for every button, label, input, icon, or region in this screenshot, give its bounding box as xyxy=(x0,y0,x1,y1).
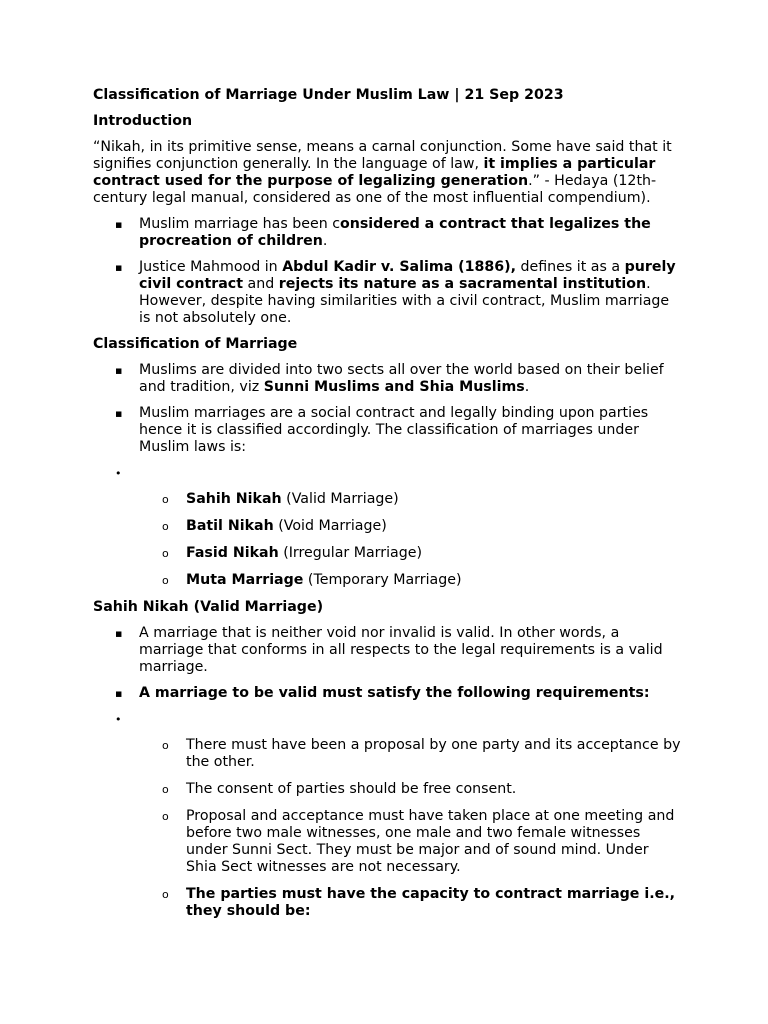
sahih-bullet-list xyxy=(93,625,683,920)
classification-bullet-list xyxy=(93,362,683,589)
square-bullet-icon: ▪ xyxy=(115,407,123,420)
sub-list-item: o The parties must have the capacity to contract marriage i.e., they should be: xyxy=(162,886,676,919)
circle-bullet-icon: o xyxy=(162,493,169,506)
square-bullet-icon: ▪ xyxy=(115,218,123,231)
sub-list-item: o Proposal and acceptance must have taken place at one meeting and before two male witnesses, one male and two female witnesses under Sunni Sect. They must be major and of sound mind. Under Shia Sect witnesses are not necessary. xyxy=(162,808,675,875)
list-item: ▪ Justice Mahmood in Abdul Kadir v. Salima (1886), defines it as a purely civil contract and rejects its nature as a sacramental institution. However, despite having similarities with a civil contract, Muslim marriage is not absolutely one. xyxy=(115,259,676,326)
sub-list-item: o Muta Marriage (Temporary Marriage) xyxy=(162,572,462,588)
list-item: ▪ Muslim marriage has been considered a contract that legalizes the procreation of children. xyxy=(115,216,651,249)
circle-bullet-icon: o xyxy=(162,547,169,560)
circle-bullet-icon: o xyxy=(162,888,169,901)
round-bullet-icon: • xyxy=(115,713,122,726)
section-heading-introduction: Introduction xyxy=(93,113,193,129)
circle-bullet-icon: o xyxy=(162,783,169,796)
square-bullet-icon: ▪ xyxy=(115,687,123,700)
square-bullet-icon: ▪ xyxy=(115,364,123,377)
list-item: ▪ Muslim marriages are a social contract and legally binding upon parties hence it is classified accordingly. The classification of marriages under Muslim laws is: xyxy=(115,405,649,455)
sub-list-item: o There must have been a proposal by one party and its acceptance by the other. xyxy=(162,737,681,770)
square-bullet-icon: ▪ xyxy=(115,261,123,274)
empty-list-item xyxy=(93,465,683,482)
round-bullet-icon: • xyxy=(115,467,122,480)
intro-quote-paragraph: “Nikah, in its primitive sense, means a carnal conjunction. Some have said that it signifies conjunction generally. In the language of law, it implies a particular contract used for the purpose of legalizing generation.” - Hedaya (12th-century legal manual, considered as one of the most influential compendium). xyxy=(93,139,672,206)
intro-bullet-list xyxy=(93,216,683,327)
document-title: Classification of Marriage Under Muslim Law | 21 Sep 2023 xyxy=(93,87,564,103)
list-item: ▪ Muslims are divided into two sects all over the world based on their belief and tradition, viz Sunni Muslims and Shia Muslims. xyxy=(115,362,664,395)
list-item: ▪ A marriage to be valid must satisfy the following requirements: xyxy=(115,685,650,701)
sub-list-item: o The consent of parties should be free consent. xyxy=(162,781,517,797)
circle-bullet-icon: o xyxy=(162,739,169,752)
document-page xyxy=(93,87,683,930)
section-heading-sahih-nikah: Sahih Nikah (Valid Marriage) xyxy=(93,599,324,615)
square-bullet-icon: ▪ xyxy=(115,627,123,640)
list-item: ▪ A marriage that is neither void nor invalid is valid. In other words, a marriage that conforms in all respects to the legal requirements is a valid marriage. xyxy=(115,625,663,675)
circle-bullet-icon: o xyxy=(162,520,169,533)
empty-list-item xyxy=(93,711,683,728)
sub-list-item: o Batil Nikah (Void Marriage) xyxy=(162,518,387,534)
circle-bullet-icon: o xyxy=(162,810,169,823)
circle-bullet-icon: o xyxy=(162,574,169,587)
sub-list-item: o Sahih Nikah (Valid Marriage) xyxy=(162,491,399,507)
sub-list-item: o Fasid Nikah (Irregular Marriage) xyxy=(162,545,422,561)
section-heading-classification: Classification of Marriage xyxy=(93,336,298,352)
